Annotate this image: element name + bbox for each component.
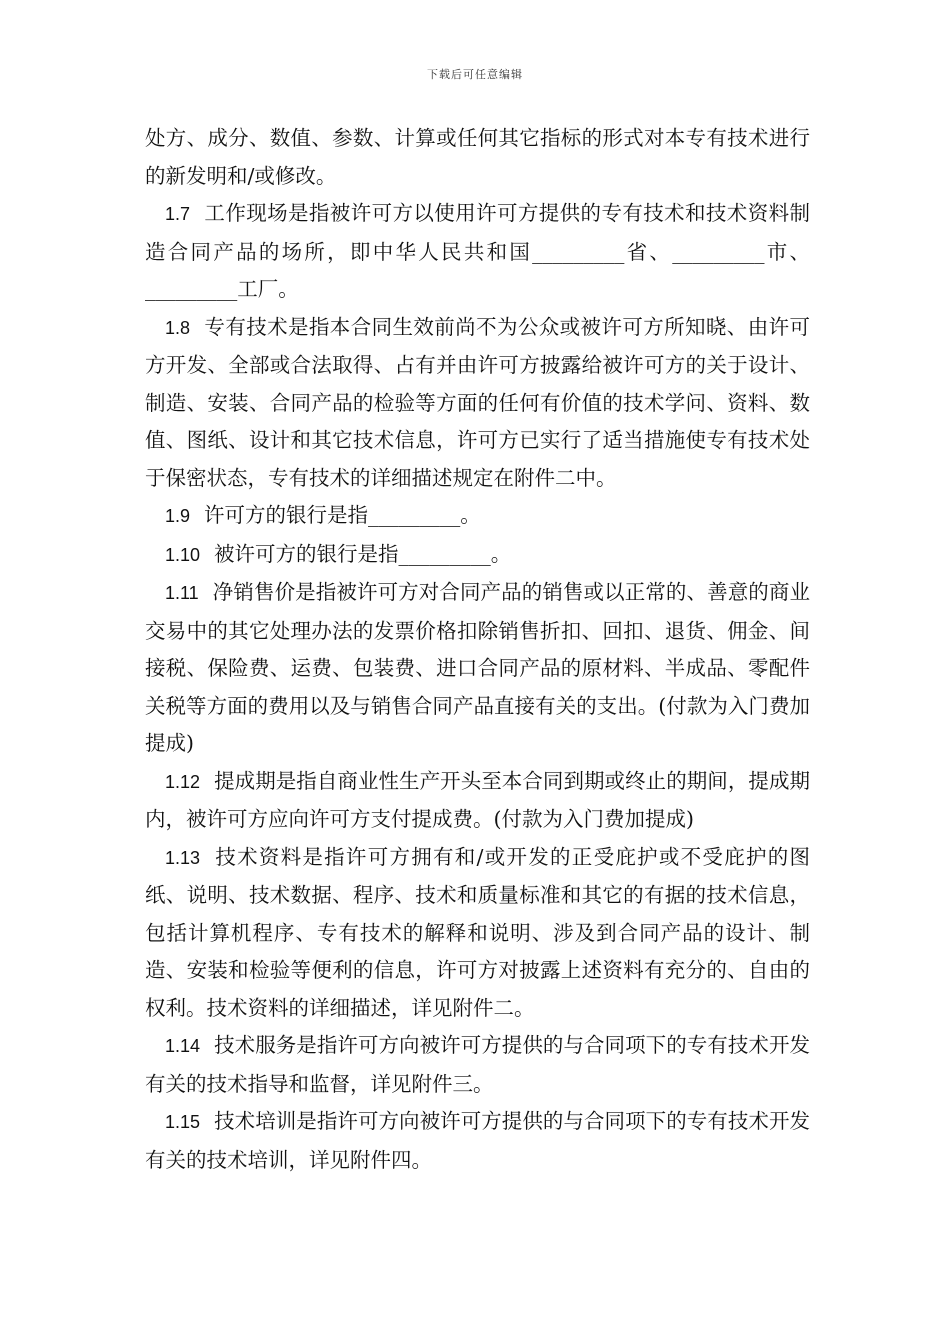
clause-number: 1.13 [165, 847, 201, 868]
clause-1-14 [145, 1027, 810, 1103]
clause-text: 专有技术是指本合同生效前尚不为公众或被许可方所知晓、由许可方开发、全部或合法取得、占有并由许可方披露给被许可方的关于设计、制造、安装、合同产品的检验等方面的任何有价值的技术学问、资料、数值、图纸、设计和其它技术信息，许可方已实行了适当措施使专有技术处于保密状态，专有技术的详细描述规定在附件二中。 [145, 314, 810, 490]
clause-1-13 [145, 839, 810, 1028]
clause-1-15 [145, 1103, 810, 1179]
clause-text: 技术服务是指许可方向被许可方提供的与合同项下的专有技术开发有关的技术指导和监督，详见附件三。 [145, 1033, 810, 1096]
document-body [145, 120, 810, 1179]
clause-1-10 [145, 536, 810, 575]
clause-text: 许可方的银行是指_________。 [204, 503, 481, 527]
clause-number: 1.12 [165, 771, 201, 792]
clause-number: 1.10 [165, 544, 201, 565]
paragraph-text: 处方、成分、数值、参数、计算或任何其它指标的形式对本专有技术进行的新发明和/或修改。 [145, 126, 810, 188]
clause-1-9 [145, 497, 810, 536]
clause-number: 1.14 [165, 1036, 201, 1056]
clause-number: 1.7 [165, 204, 191, 224]
clause-number: 1.8 [165, 317, 191, 338]
clause-1-11 [145, 574, 810, 763]
clause-number: 1.9 [165, 506, 191, 526]
clause-number: 1.11 [165, 583, 199, 603]
clause-1-7 [145, 195, 810, 309]
clause-text: 提成期是指自商业性生产开头至本合同到期或终止的期间，提成期内，被许可方应向许可方支付提成费。(付款为入门费加提成) [145, 768, 810, 831]
clause-text: 技术资料是指许可方拥有和/或开发的正受庇护或不受庇护的图纸、说明、技术数据、程序、技术和质量标准和其它的有据的技术信息，包括计算机程序、专有技术的解释和说明、涉及到合同产品的设计、制造、安装和检验等便利的信息，许可方对披露上述资料有充分的、自由的权利。技术资料的详细描述，详见附件二。 [145, 844, 810, 1020]
clause-text: 被许可方的银行是指_________。 [214, 541, 512, 566]
paragraph-continuation [145, 120, 810, 195]
clause-number: 1.15 [165, 1112, 201, 1132]
clause-1-12 [145, 763, 810, 839]
clause-text: 技术培训是指许可方向被许可方提供的与合同项下的专有技术开发有关的技术培训，详见附件四。 [145, 1109, 810, 1172]
clause-text: 净销售价是指被许可方对合同产品的销售或以正常的、善意的商业交易中的其它处理办法的发票价格扣除销售折扣、回扣、退货、佣金、间接税、保险费、运费、包装费、进口合同产品的原材料、半成品、零配件关税等方面的费用以及与销售合同产品直接有关的支出。(付款为入门费加提成) [145, 580, 810, 755]
clause-1-8 [145, 309, 810, 498]
clause-text: 工作现场是指被许可方以使用许可方提供的专有技术和技术资料制造合同产品的场所，即中华人民共和国_________省、_________市、_________工厂。 [145, 201, 810, 301]
page-header: 下载后可任意编辑 [427, 68, 523, 81]
